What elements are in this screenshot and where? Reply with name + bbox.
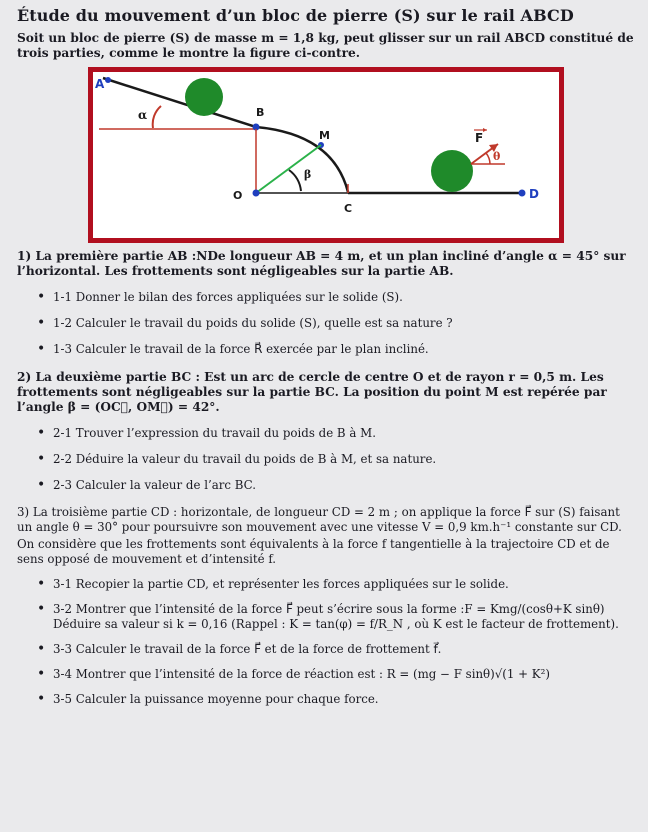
list-item: • 1-2 Calculer le travail du poids du solide (S), quelle est sa nature ? <box>17 316 634 331</box>
list-item: • 1-3 Calculer le travail de la force R⃗ exercée par le plan incliné. <box>17 342 634 357</box>
label-alpha: α <box>137 108 147 122</box>
list-item: • 2-3 Calculer la valeur de l’arc BC. <box>17 478 634 493</box>
label-b: B <box>255 106 264 119</box>
ball-flat <box>431 150 473 192</box>
label-m: M <box>318 129 330 142</box>
rail-figure <box>88 67 564 243</box>
beta-arc <box>289 170 301 191</box>
point-a <box>105 77 111 83</box>
list-item: • 3-1 Recopier la partie CD, et représenter les forces appliquées sur le solide. <box>17 577 634 592</box>
f-vector-bar-head <box>483 128 487 132</box>
label-o: O <box>232 189 242 202</box>
list-item: • 3-3 Calculer le travail de la force F⃗ et de la force de frottement f⃗. <box>17 642 634 657</box>
label-f: F <box>474 131 483 145</box>
label-theta: θ <box>492 150 500 163</box>
theta-arc <box>486 153 490 164</box>
part3-list <box>17 577 634 707</box>
alpha-arc <box>152 106 160 128</box>
label-beta: β <box>303 168 311 181</box>
part1-heading: 1) La première partie AB :NDe longueur AB = 4 m, et un plan incliné d’angle α = 45° sur l’horizontal. Les frottements sont négligeables sur la partie AB. <box>17 249 626 278</box>
list-item: • 1-1 Donner le bilan des forces appliquées sur le solide (S). <box>17 290 634 305</box>
rail-diagram <box>93 72 559 238</box>
label-a: A <box>94 77 104 91</box>
ball-incline <box>185 78 223 116</box>
figure-wrapper <box>17 67 634 243</box>
incline-ab <box>103 78 256 127</box>
label-d: D <box>528 187 539 201</box>
list-item: • 3-5 Calculer la puissance moyenne pour chaque force. <box>17 692 634 707</box>
part1-list <box>17 290 634 357</box>
part2-heading: 2) La deuxième partie BC : Est un arc de cercle de centre O et de rayon r = 0,5 m. Les frottements sont négligeables sur la partie BC. La position du point M est repérée par l’angle β = (OC⃗, OM⃗) = 42°. <box>17 370 607 414</box>
label-c: C <box>343 202 352 215</box>
intro-text: Soit un bloc de pierre (S) de masse m = 1,8 kg, peut glisser sur un rail ABCD constitué de trois parties, comme le montre la figure ci-contre. <box>17 31 634 60</box>
list-item: • 3-2 Montrer que l’intensité de la force F⃗ peut s’écrire sous la forme :F = Kmg/(cosθ+K sinθ) Déduire sa valeur si k = 0,16 (Rappel : K = tan(φ) = f/R_N , où K est le facteur de frottement). <box>17 602 634 632</box>
list-item: • 2-1 Trouver l’expression du travail du poids de B à M. <box>17 426 634 441</box>
part3-heading: 3) La troisième partie CD : horizontale, de longueur CD = 2 m ; on applique la force F⃗ sur (S) faisant un angle θ = 30° pour poursuivre son mouvement avec une vitesse V = 0,9 km.h⁻¹ constante sur CD. <box>17 505 622 534</box>
list-item: • 2-2 Déduire la valeur du travail du poids de B à M, et sa nature. <box>17 452 634 467</box>
list-item: • 3-4 Montrer que l’intensité de la force de réaction est : R = (mg − F sinθ)√(1 + K²) <box>17 667 634 682</box>
part3-paragraph: On considère que les frottements sont équivalents à la force f tangentielle à la trajectoire CD et de sens opposé de mouvement et d’intensité f. <box>17 537 610 566</box>
point-o <box>252 190 259 197</box>
part2-list <box>17 426 634 493</box>
document-title: Étude du mouvement d’un bloc de pierre (S) sur le rail ABCD <box>17 6 574 25</box>
point-d <box>518 190 525 197</box>
